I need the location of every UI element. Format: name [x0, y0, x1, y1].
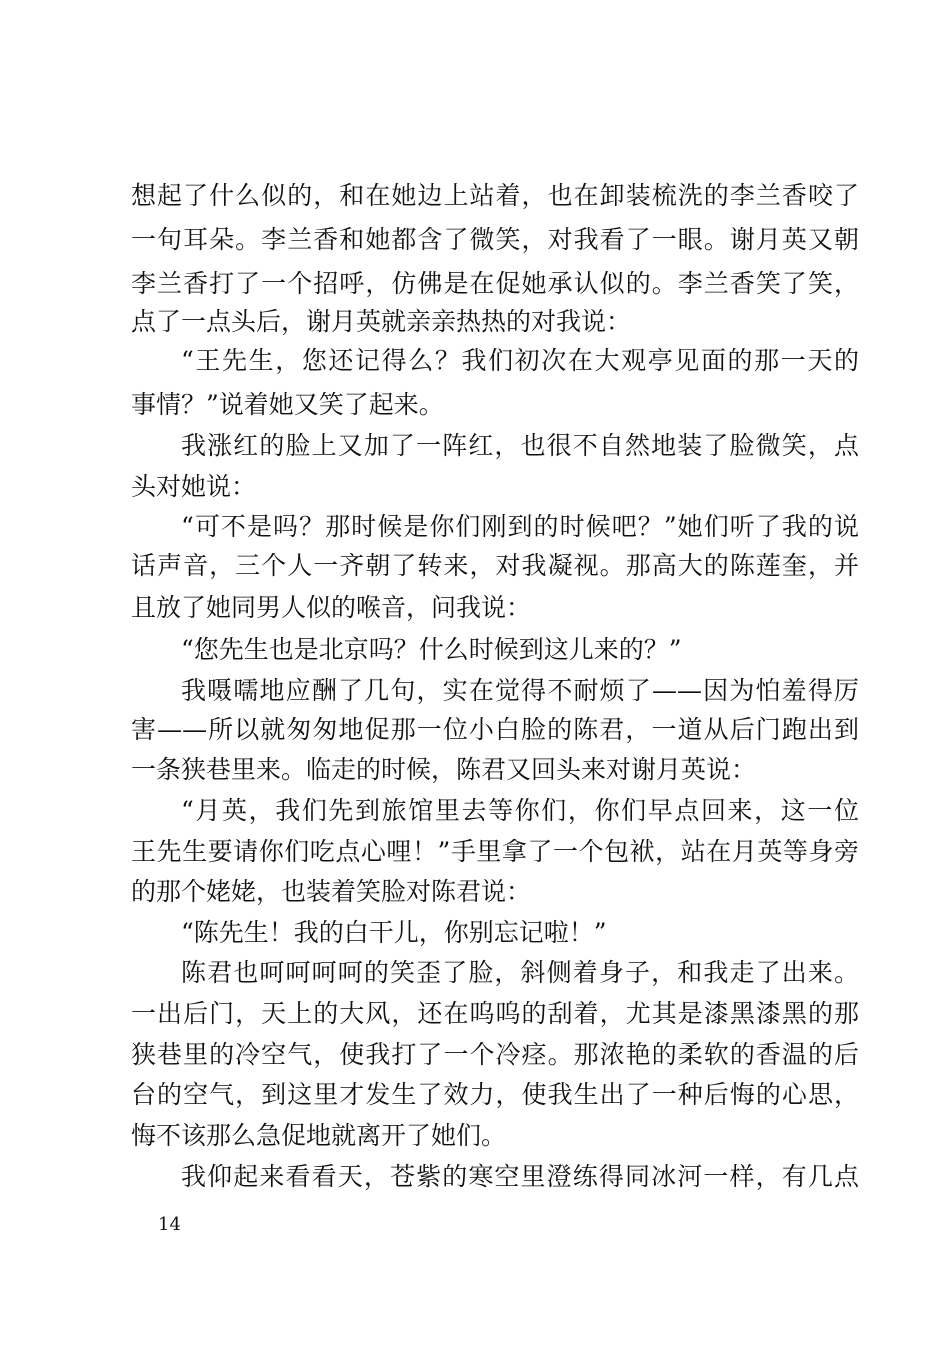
page-number: 14 [158, 1214, 181, 1235]
text-line: 且放了她同男人似的喉音，问我说： [131, 593, 532, 622]
text-line: 李兰香打了一个招呼，仿佛是在促她承认似的。李兰香笑了笑， [131, 269, 859, 298]
text-line: 我涨红的脸上又加了一阵红，也很不自然地装了脸微笑，点 [181, 431, 859, 460]
text-line: 一条狭巷里来。临走的时候，陈君又回头来对谢月英说： [131, 755, 757, 784]
text-line: 头对她说： [131, 472, 257, 501]
text-line: 想起了什么似的，和在她边上站着，也在卸装梳洗的李兰香咬了 [131, 181, 859, 210]
text-line: 一出后门，天上的大风，还在呜呜的刮着，尤其是漆黑漆黑的那 [131, 999, 859, 1028]
text-line: 害——所以就匆匆地促那一位小白脸的陈君，一道从后门跑出到 [131, 715, 859, 744]
text-line: 的那个姥姥，也装着笑脸对陈君说： [131, 877, 532, 906]
text-line: 话声音，三个人一齐朝了转来，对我凝视。那高大的陈莲奎，并 [131, 551, 859, 580]
text-line: 台的空气，到这里才发生了效力，使我生出了一种后悔的心思， [131, 1080, 859, 1109]
text-line: 王先生要请你们吃点心哩！”手里拿了一个包袱，站在月英等身旁 [131, 837, 859, 866]
text-line: 一句耳朵。李兰香和她都含了微笑，对我看了一眼。谢月英又朝 [131, 225, 859, 254]
text-line: 我仰起来看看天，苍紫的寒空里澄练得同冰河一样，有几点 [181, 1162, 859, 1191]
text-line: 我嗫嚅地应酬了几句，实在觉得不耐烦了——因为怕羞得厉 [181, 676, 859, 705]
text-line: 悔不该那么急促地就离开了她们。 [131, 1121, 507, 1150]
text-line: 陈君也呵呵呵呵的笑歪了脸，斜侧着身子，和我走了出来。 [181, 958, 859, 987]
text-line: “王先生，您还记得么？我们初次在大观亭见面的那一天的 [181, 346, 859, 375]
text-line: “陈先生！我的白干儿，你别忘记啦！” [181, 918, 607, 947]
text-line: 事情？”说着她又笑了起来。 [131, 390, 444, 419]
text-line: 狭巷里的冷空气，使我打了一个冷痉。那浓艳的柔软的香温的后 [131, 1040, 859, 1069]
text-line: “月英，我们先到旅馆里去等你们，你们早点回来，这一位 [181, 796, 859, 825]
text-line: “可不是吗？那时候是你们刚到的时候吧？”她们听了我的说 [181, 512, 859, 541]
text-line: 点了一点头后，谢月英就亲亲热热的对我说： [131, 307, 632, 336]
text-line: “您先生也是北京吗？什么时候到这儿来的？” [181, 635, 682, 664]
